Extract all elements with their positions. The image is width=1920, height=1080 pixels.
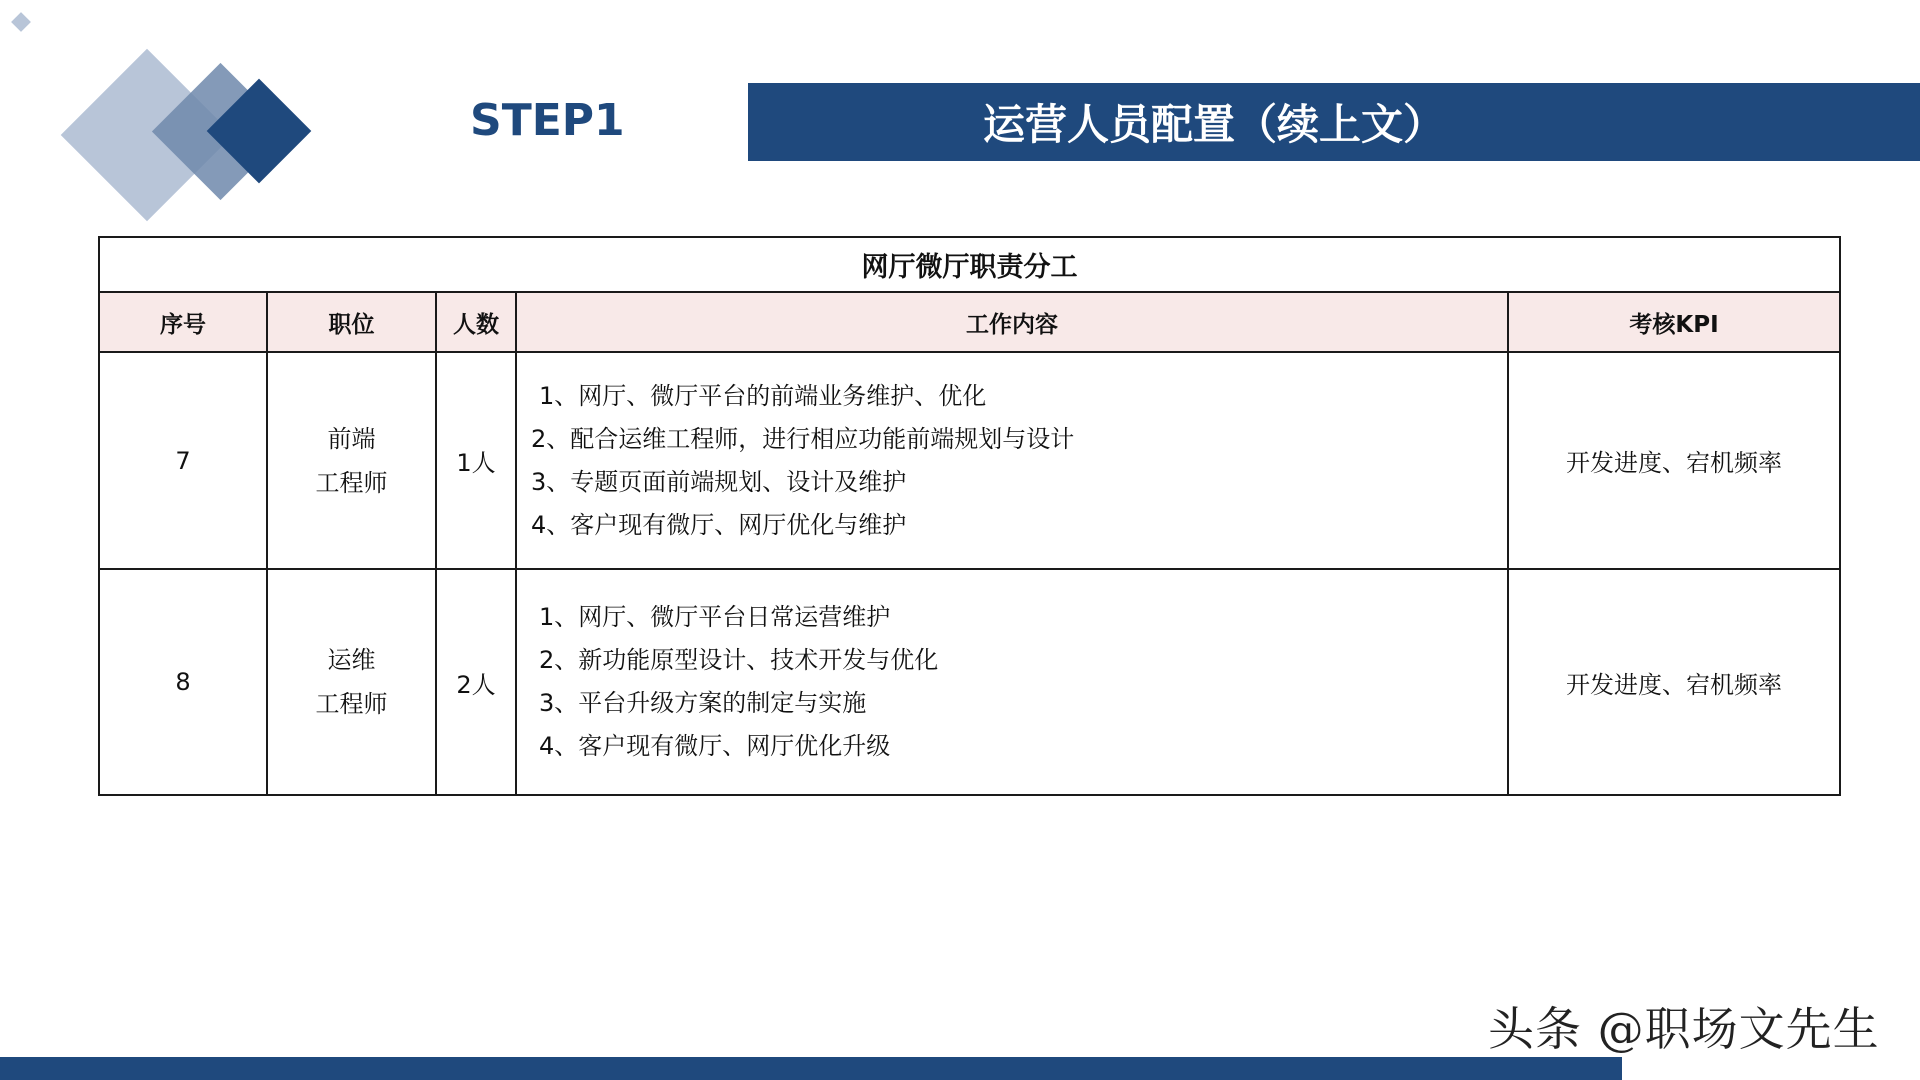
row-headcount: 2人 bbox=[436, 569, 516, 795]
table-row bbox=[99, 352, 1840, 569]
task-item: 3、平台升级方案的制定与实施 bbox=[539, 689, 867, 717]
row-tasks bbox=[516, 569, 1508, 795]
step-label: STEP1 bbox=[470, 95, 625, 146]
task-item: 3、专题页面前端规划、设计及维护 bbox=[531, 467, 907, 496]
task-item: 1、网厅、微厅平台日常运营维护 bbox=[539, 603, 891, 631]
task-item: 4、客户现有微厅、网厅优化升级 bbox=[539, 732, 891, 760]
row-index: 8 bbox=[99, 569, 267, 795]
column-header-index: 序号 bbox=[99, 292, 267, 352]
table-caption-row bbox=[99, 237, 1840, 292]
task-item: 2、配合运维工程师，进行相应功能前端规划与设计 bbox=[531, 424, 1075, 453]
column-header-kpi: 考核KPI bbox=[1508, 292, 1840, 352]
row-index: 7 bbox=[99, 352, 267, 569]
footer-bar bbox=[0, 1057, 1622, 1080]
duty-table bbox=[98, 236, 1841, 796]
row-tasks bbox=[516, 352, 1508, 569]
task-item: 2、新功能原型设计、技术开发与优化 bbox=[539, 646, 939, 674]
role-line-2: 工程师 bbox=[315, 690, 388, 718]
task-item: 1、网厅、微厅平台的前端业务维护、优化 bbox=[539, 381, 987, 410]
row-role bbox=[267, 352, 436, 569]
small-diamond-icon bbox=[11, 12, 31, 32]
row-kpi: 开发进度、宕机频率 bbox=[1508, 352, 1840, 569]
task-item: 4、客户现有微厅、网厅优化与维护 bbox=[531, 510, 907, 539]
title-bar bbox=[748, 83, 1920, 161]
row-headcount: 1人 bbox=[436, 352, 516, 569]
row-role bbox=[267, 569, 436, 795]
task-list bbox=[531, 375, 1507, 547]
role-line-1: 运维 bbox=[327, 646, 376, 674]
table-row bbox=[99, 569, 1840, 795]
role-line-1: 前端 bbox=[327, 424, 376, 453]
column-header-role: 职位 bbox=[267, 292, 436, 352]
column-header-tasks: 工作内容 bbox=[516, 292, 1508, 352]
role-line-2: 工程师 bbox=[315, 468, 388, 497]
watermark: 头条 @职场文先生 bbox=[1488, 1002, 1880, 1056]
column-header-headcount: 人数 bbox=[436, 292, 516, 352]
task-list bbox=[531, 596, 1507, 768]
table-header-row bbox=[99, 292, 1840, 352]
page-title: 运营人员配置（续上文） bbox=[982, 100, 1445, 149]
row-kpi: 开发进度、宕机频率 bbox=[1508, 569, 1840, 795]
table-caption: 网厅微厅职责分工 bbox=[99, 237, 1840, 292]
